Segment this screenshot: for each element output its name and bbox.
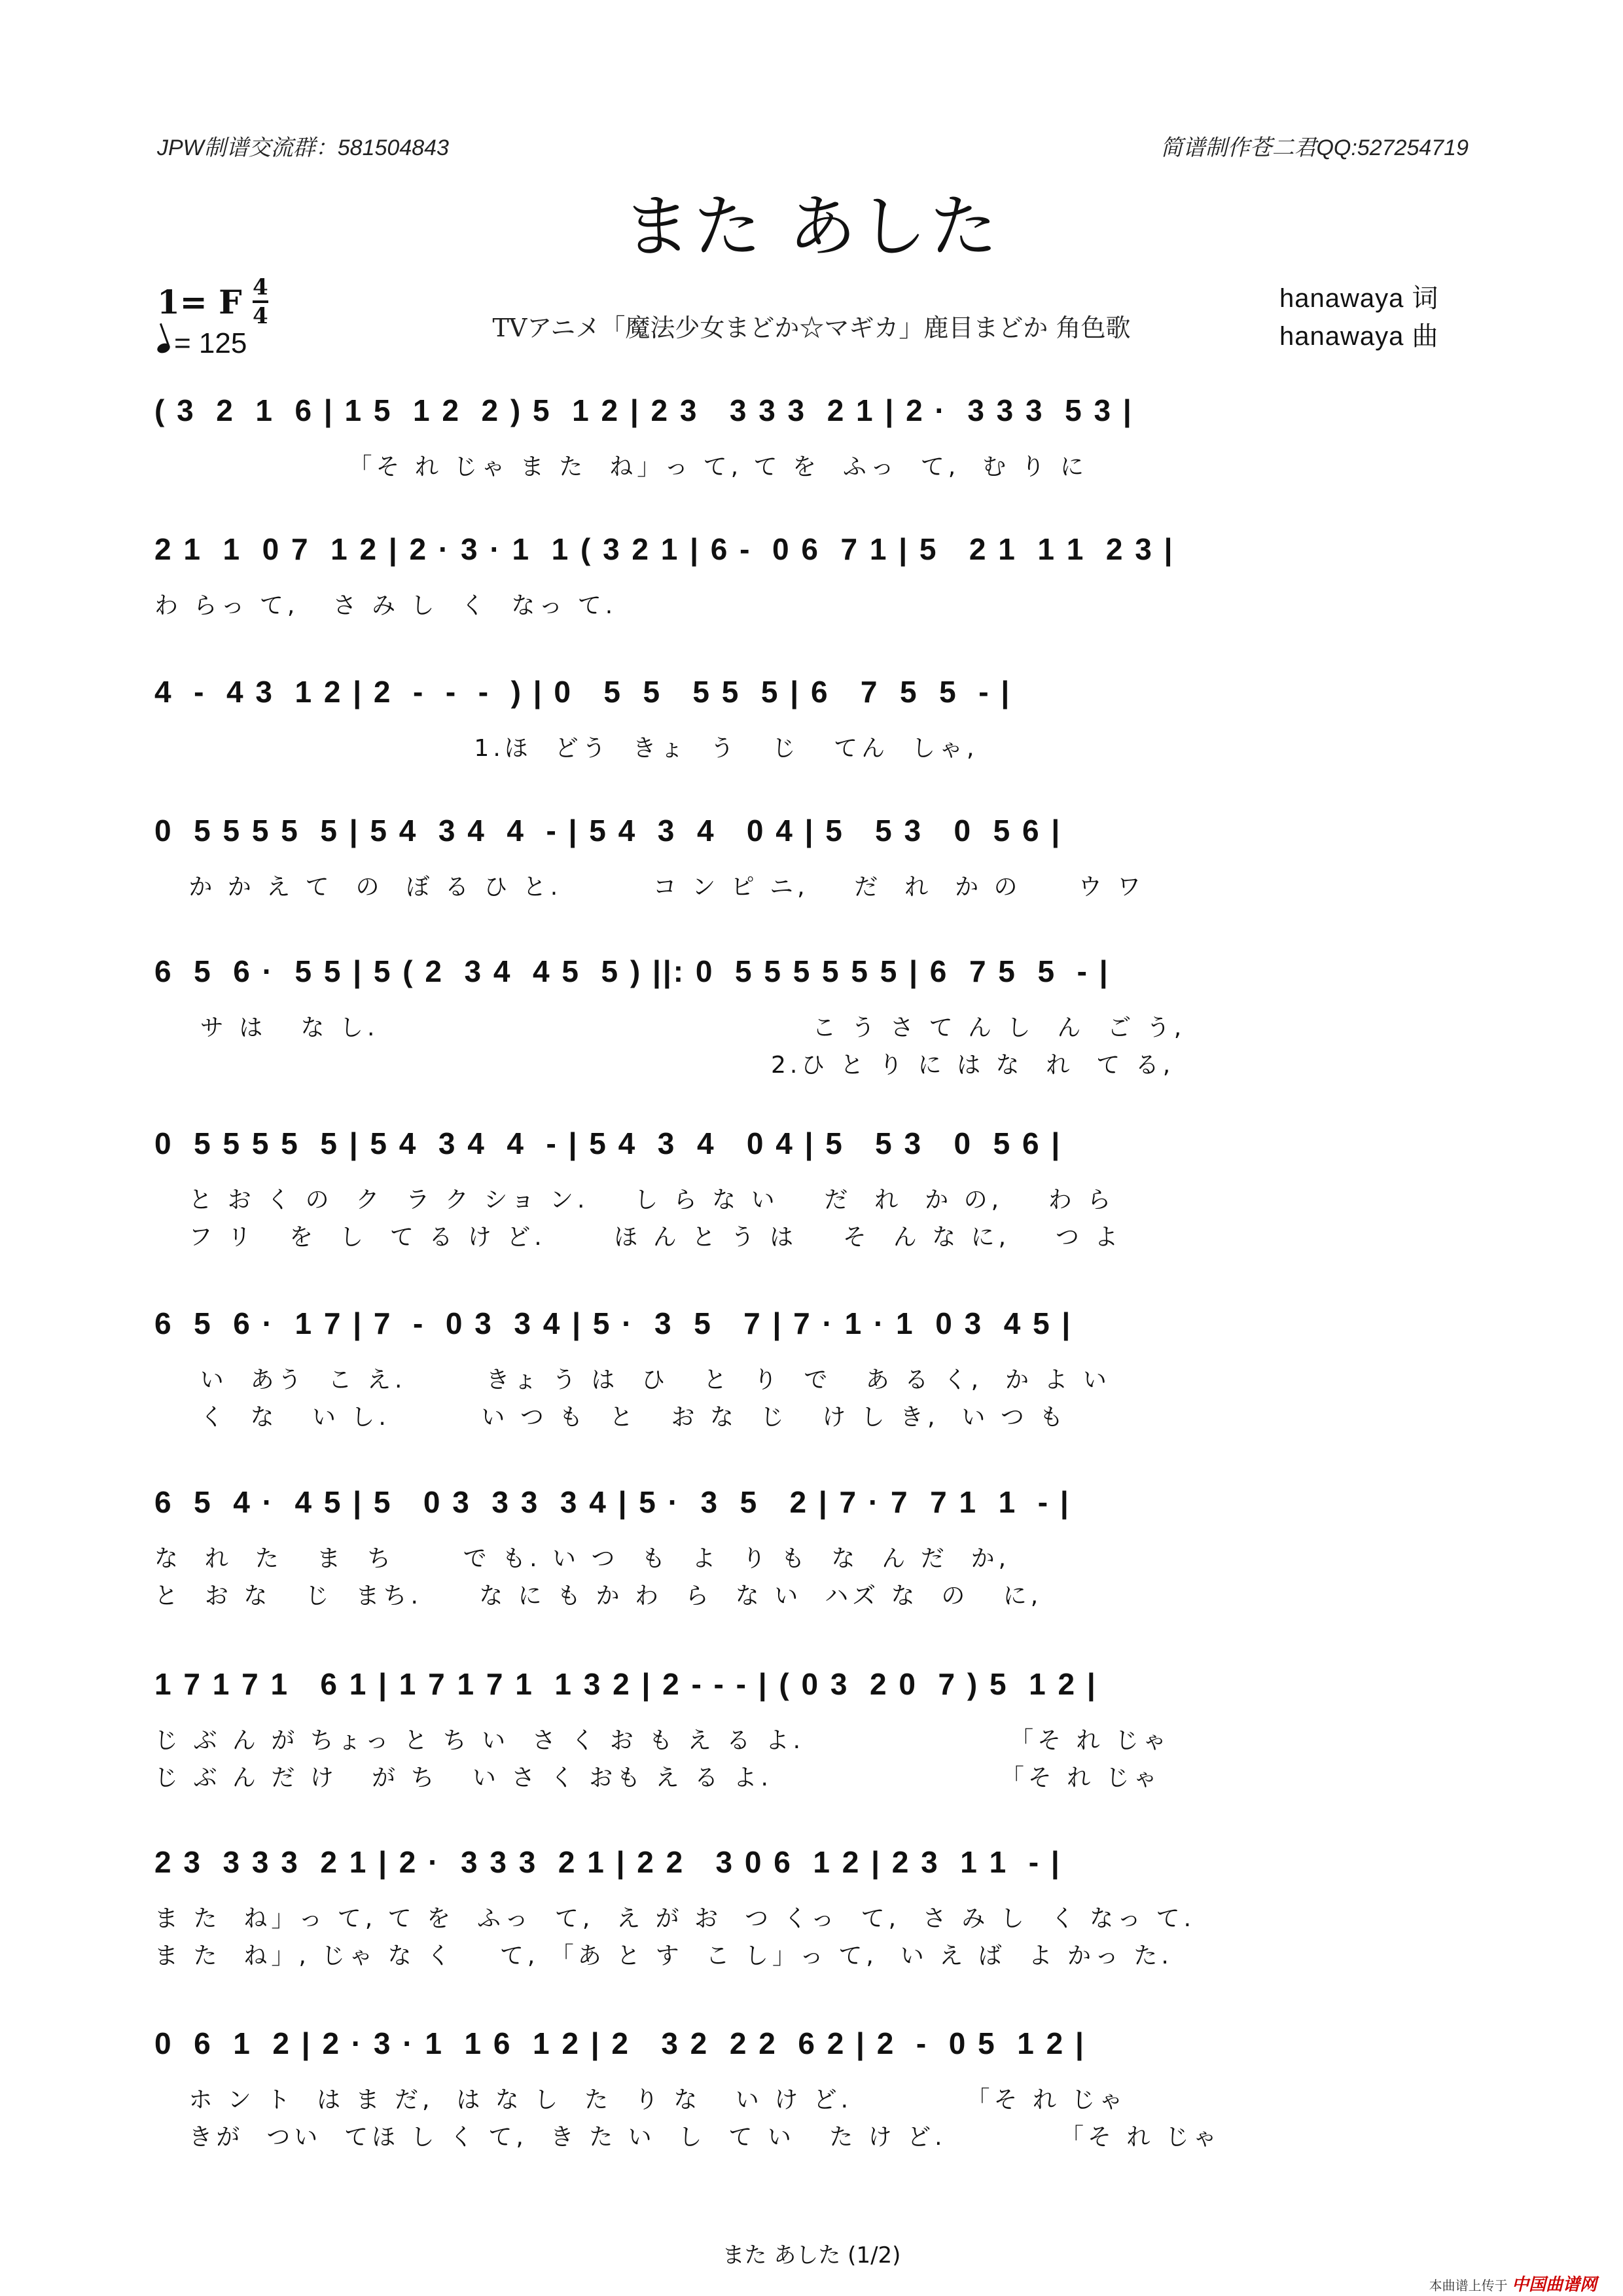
lyric-verse-1: じ ぶ ん が ちょっ と ち い さ く お も え る よ. 「そ れ じゃ [154, 1727, 1170, 1754]
quarter-note-icon [156, 342, 171, 355]
lyric-verse-1: な れ た ま ち で も. い つ も よ り も な ん だ か, [154, 1545, 1010, 1572]
song-title: また あした [622, 187, 1001, 266]
lyric-verse-1: と お く の ク ラ ク ショ ン. し ら な い だ れ か の, わ ら [154, 1187, 1115, 1213]
lyric-verse-1: 1.ほ どう きょ う じ てん しゃ, [154, 735, 978, 762]
lyric-verse-1: ま た ね」っ て, て を ふっ て, え が お つ くっ て, さ み し く なっ て. [154, 1905, 1196, 1932]
qq-group-note: JPW制谱交流群：581504843 [157, 135, 449, 160]
notation: 6 5 4 · 4 5 | 5 0 3 3 3 3 4 | 5 · 3 5 2 | 7 · 7 7 1 1 - | [154, 1485, 1071, 1519]
watermark [1429, 2271, 1597, 2295]
notation: 0 5 5 5 5 5 | 5 4 3 4 4 - | 5 4 3 4 0 4 | 5 5 3 0 5 6 | [154, 814, 1062, 848]
lyric-verse-2: 2.ひ と り に は な れ て る, [154, 1052, 1175, 1079]
lyricist-credit: hanawaya 词 [1279, 284, 1439, 313]
lyric-verse-1: か か え て の ぼ る ひ と. コ ン ピ ニ, だ れ か の ウ ワ [154, 874, 1145, 901]
watermark-prefix: 本曲谱上传于 [1429, 2278, 1508, 2293]
lyric-verse-1: ホ ン ト は ま だ, は な し た り な い け ど. 「そ れ じゃ [154, 2087, 1127, 2113]
lyric-verse-1: 「そ れ じゃ ま た ね」っ て, て を ふっ て, む り に [154, 454, 1088, 480]
lyric-verse-2: く な い し. い つ も と お な じ け し き, い つ も [154, 1404, 1067, 1431]
watermark-site: 中国曲谱网 [1511, 2275, 1597, 2295]
lyric-verse-1: わ らっ て, さ み し く なっ て. [154, 592, 617, 619]
notation: 0 5 5 5 5 5 | 5 4 3 4 4 - | 5 4 3 4 0 4 | 5 5 3 0 5 6 | [154, 1126, 1062, 1160]
lyric-verse-2: きが つい てほ し く て, き た い し て い た け ど. 「そ れ じゃ [154, 2124, 1221, 2151]
notation: 2 3 3 3 3 2 1 | 2 · 3 3 3 2 1 | 2 2 3 0 6 1 2 | 2 3 1 1 - | [154, 1845, 1061, 1879]
lyric-verse-1: サ は な し. こ う さ て ん し ん ご う, [154, 1014, 1186, 1041]
composer-credit: hanawaya 曲 [1279, 322, 1439, 351]
arranger-note: 简谱制作苍二君QQ:527254719 [1160, 135, 1469, 160]
lyric-verse-2: じ ぶ ん だ け が ち い さ く おも え る よ. 「そ れ じゃ [154, 1765, 1161, 1791]
notation: 6 5 6 · 1 7 | 7 - 0 3 3 4 | 5 · 3 5 7 | 7 · 1 · 1 0 3 4 5 | [154, 1306, 1073, 1340]
notation: 1 7 1 7 1 6 1 | 1 7 1 7 1 1 3 2 | 2 - - - | ( 0 3 2 0 7 ) 5 1 2 | [154, 1667, 1097, 1701]
lyric-verse-2: と お な じ まち. な に も か わ ら な い ハズ な の に, [154, 1583, 1043, 1609]
time-denominator: 4 [253, 303, 268, 329]
lyric-verse-2: フ リ を し て る け ど. ほ ん と う は そ ん な に, つ よ [154, 1224, 1122, 1251]
lyric-verse-1: い あう こ え. きょ う は ひ と り で あ る く, か よ い [154, 1367, 1111, 1393]
notation: 4 - 4 3 1 2 | 2 - - - ) | 0 5 5 5 5 5 | 6 7 5 5 - | [154, 675, 1012, 709]
page-footer: また あした (1/2) [722, 2242, 901, 2269]
notation: 2 1 1 0 7 1 2 | 2 · 3 · 1 1 ( 3 2 1 | 6 - 0 6 7 1 | 5 2 1 1 1 2 3 | [154, 532, 1175, 566]
notation: 0 6 1 2 | 2 · 3 · 1 1 6 1 2 | 2 3 2 2 2 6 2 | 2 - 0 5 1 2 | [154, 2026, 1086, 2060]
time-numerator: 4 [253, 274, 268, 300]
key-signature: 1= F [157, 283, 242, 321]
subtitle: TVアニメ「魔法少女まどか☆マギカ」鹿目まどか 角色歌 [492, 314, 1131, 342]
tempo-value: = 125 [174, 327, 247, 359]
notation: 6 5 6 · 5 5 | 5 ( 2 3 4 4 5 5 ) ||: 0 5 5 5 5 5 5 | 6 7 5 5 - | [154, 954, 1110, 988]
notation: ( 3 2 1 6 | 1 5 1 2 2 ) 5 1 2 | 2 3 3 3 3 2 1 | 2 · 3 3 3 5 3 | [154, 393, 1133, 427]
lyric-verse-2: ま た ね」, じゃ な く て, 「あ と す こ し」っ て, い え ば よ かっ た. [154, 1943, 1173, 1969]
